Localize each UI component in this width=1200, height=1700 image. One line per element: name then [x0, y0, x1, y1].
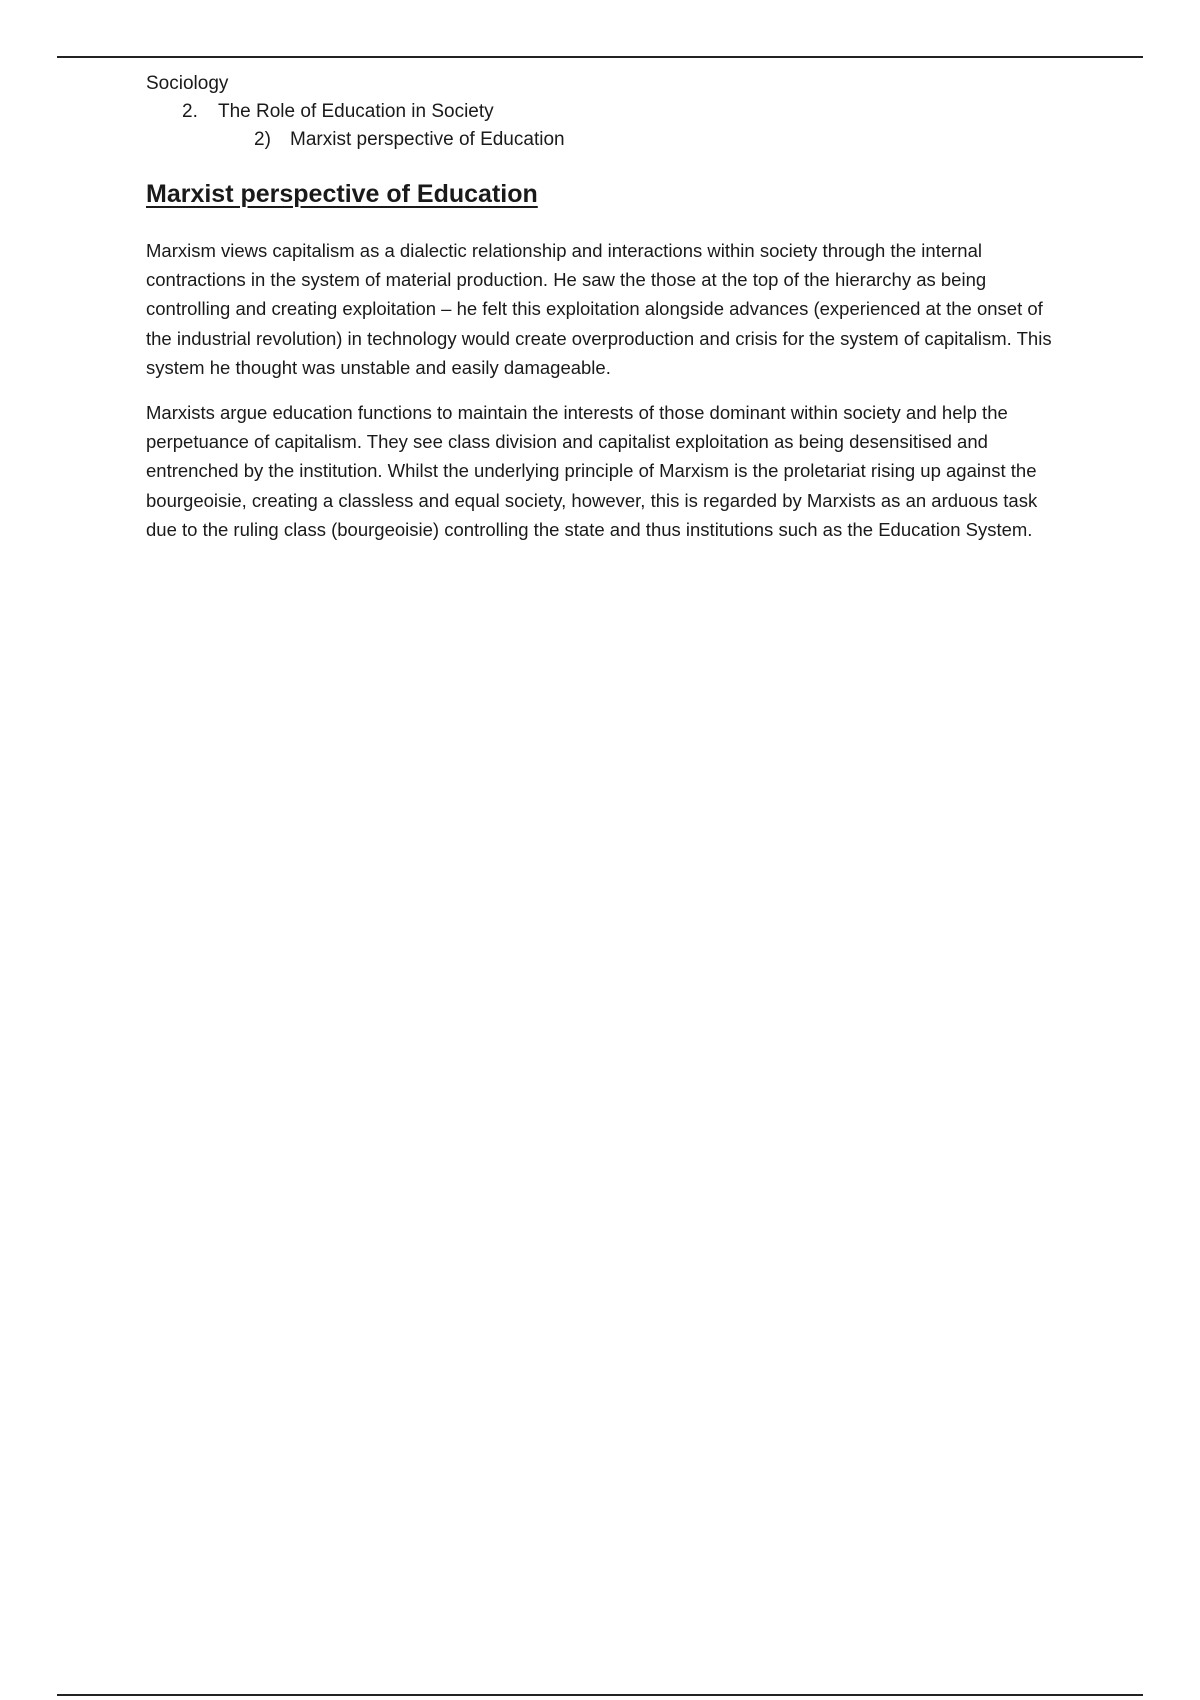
section-heading: Marxist perspective of Education [146, 180, 538, 208]
footer-rule [57, 1694, 1143, 1696]
breadcrumb-level-1-number: 2. [182, 101, 198, 122]
breadcrumb-level-1-title: The Role of Education in Society [218, 101, 494, 122]
breadcrumb-root: Sociology [146, 73, 229, 94]
breadcrumb-level-2-number: 2) [254, 129, 271, 150]
header-rule [57, 56, 1143, 58]
breadcrumb-level-2 [146, 126, 1061, 154]
paragraph-2: Marxists argue education functions to maintain the interests of those dominant within society and help the perpetuance of capitalism. They see class division and capitalist exploitation as being desensitised and entrenched by the institution. Whilst the underlying principle of Marxism is the proletariat rising up against the bourgeoisie, creating a classless and equal society, however, this is regarded by Marxists as an arduous task due to the ruling class (bourgeoisie) controlling the state and thus institutions such as the Education System. [146, 402, 1038, 540]
document-body [146, 70, 1061, 544]
breadcrumb-level-2-title: Marxist perspective of Education [290, 129, 565, 150]
breadcrumb-level-1 [146, 98, 1061, 126]
paragraph-1: Marxism views capitalism as a dialectic relationship and interactions within society through the internal contractions in the system of material production. He saw the those at the top of the hierarchy as being controlling and creating exploitation – he felt this exploitation alongside advances (experienced at the onset of the industrial revolution) in technology would create overproduction and crisis for the system of capitalism. This system he thought was unstable and easily damageable. [146, 240, 1052, 378]
